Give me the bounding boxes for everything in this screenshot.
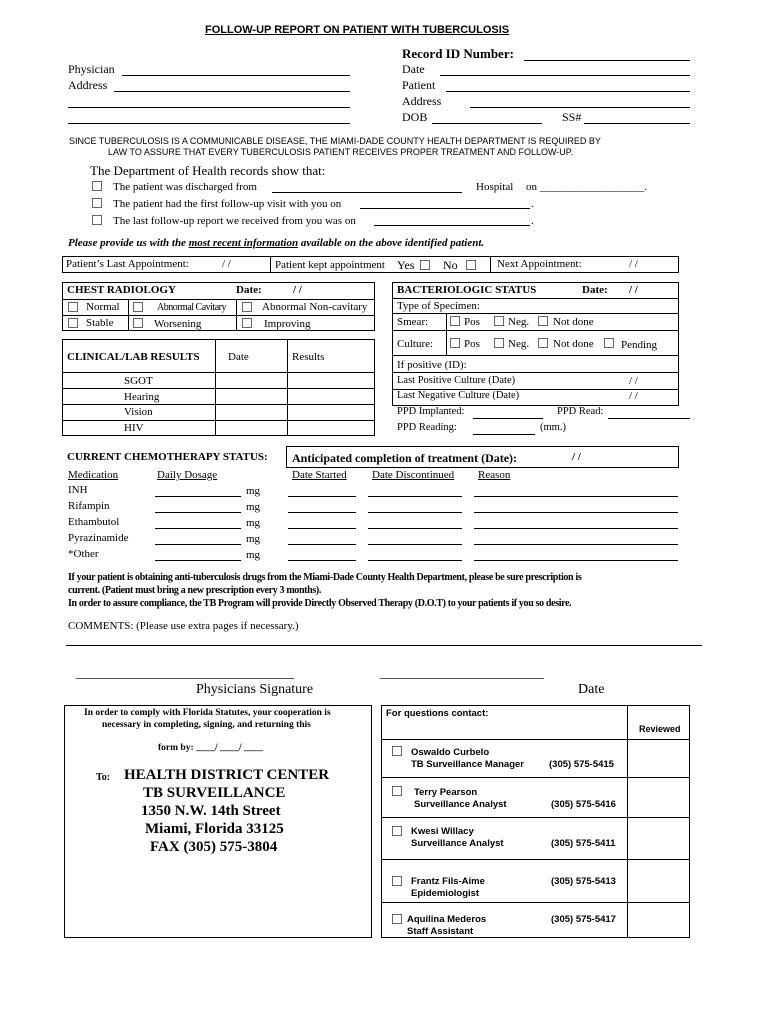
mg-unit: mg [246, 549, 261, 561]
clinical-row-hearing: Hearing [124, 391, 160, 403]
dob-label: DOB [402, 110, 428, 124]
smear-label: Smear: [397, 316, 429, 328]
improving-label: Improving [264, 318, 311, 330]
ss-field[interactable] [584, 123, 690, 124]
ppd-implanted-label: PPD Implanted: [397, 406, 465, 417]
last-report-period: . [531, 215, 534, 227]
first-visit-checkbox[interactable] [92, 198, 102, 208]
ppd-implanted-field[interactable] [473, 418, 543, 419]
bact-date-label: Date: [582, 284, 608, 296]
yes-checkbox[interactable] [420, 260, 430, 270]
ppd-reading-label: PPD Reading: [397, 422, 457, 433]
form-by[interactable]: form by: ____/ ____/ ____ [158, 743, 264, 753]
contact-name: Aquilina Mederos [407, 914, 487, 925]
col-dosage: Daily Dosage [157, 469, 218, 481]
col-reason: Reason [478, 469, 511, 481]
first-visit-label: The patient had the first follow-up visit with you on [113, 198, 342, 210]
next-appointment-date[interactable]: / / [629, 258, 638, 270]
last-appointment-label: Patient’s Last Appointment: [66, 258, 189, 270]
yes-label: Yes [397, 258, 415, 272]
ppd-reading-field[interactable] [473, 434, 535, 435]
culture-notdone-label: Not done [553, 338, 594, 350]
reviewed-label: Reviewed [639, 724, 681, 734]
bacteriologic-title: BACTERIOLOGIC STATUS [397, 284, 537, 296]
contact-name: Frantz Fils-Aime [411, 876, 485, 887]
ppd-mm-label: (mm.) [540, 422, 566, 433]
no-label: No [443, 258, 458, 272]
reason-field[interactable] [474, 528, 678, 529]
addr-line4: Miami, Florida 33125 [145, 821, 284, 837]
discharged-hospital-field[interactable] [272, 192, 462, 193]
contacts-heading: For questions contact: [386, 708, 489, 719]
discontinued-field[interactable] [368, 560, 462, 561]
contact-title: Surveillance Analyst [414, 799, 507, 810]
contact-title: Epidemiologist [411, 888, 480, 899]
signature-date-label: Date [578, 682, 605, 697]
smear-notdone-label: Not done [553, 316, 594, 328]
contact-title: Surveillance Analyst [411, 838, 504, 849]
dosage-field[interactable] [155, 528, 241, 529]
smear-pos-checkbox[interactable] [450, 316, 460, 326]
stable-label: Stable [86, 317, 114, 329]
dosage-field[interactable] [155, 512, 241, 513]
record-id-field[interactable] [524, 60, 690, 61]
med-inh: INH [68, 484, 88, 496]
physician-field[interactable] [122, 75, 350, 76]
contact-name: Oswaldo Curbelo [411, 747, 490, 758]
next-appointment-label: Next Appointment: [497, 258, 582, 270]
comments-label: COMMENTS: (Please use extra pages if necessary.) [68, 620, 299, 632]
contact-phone: (305) 575-5416 [551, 799, 616, 810]
col-discontinued: Date Discontinued [372, 469, 455, 481]
culture-pending-checkbox[interactable] [604, 338, 614, 348]
signature-date-field[interactable] [380, 678, 544, 679]
normal-label: Normal [86, 301, 120, 313]
col-started: Date Started [292, 469, 347, 481]
addr-line3: 1350 N.W. 14th Street [141, 803, 281, 819]
warning-line1: If your patient is obtaining anti-tuberculosis drugs from the Miami-Dade County Health Department, please be sure prescription is [68, 572, 582, 583]
hospital-label: Hospital [476, 181, 514, 193]
clinical-title: CLINICAL/LAB RESULTS [67, 351, 200, 363]
med-pyrazinamide: Pyrazinamide [68, 532, 129, 544]
instruction-emph: most recent information [188, 237, 299, 249]
discharge-date-field[interactable]: on ___________________. [526, 181, 647, 193]
started-field[interactable] [288, 512, 356, 513]
discharged-label: The patient was discharged from [113, 181, 257, 193]
discontinued-field[interactable] [368, 496, 462, 497]
instruction [68, 237, 484, 249]
dosage-field[interactable] [155, 560, 241, 561]
culture-pos-label: Pos [464, 338, 480, 350]
anticipated-label: Anticipated completion of treatment (Date): [292, 451, 518, 465]
addr-line5: FAX (305) 575-3804 [150, 839, 278, 855]
records-heading: The Department of Health records show that: [90, 163, 326, 178]
no-checkbox[interactable] [466, 260, 476, 270]
record-id-label: Record ID Number: [402, 46, 514, 61]
physician-address-line3[interactable] [68, 123, 350, 124]
col-medication: Medication [68, 469, 119, 481]
notice-line2: LAW TO ASSURE THAT EVERY TUBERCULOSIS PATIENT RECEIVES PROPER TREATMENT AND FOLLOW-UP. [108, 147, 574, 157]
instruction-post: available on the above identified patient. [298, 237, 485, 249]
ss-label: SS# [562, 110, 582, 124]
compliance-line2: necessary in completing, signing, and returning this [102, 720, 311, 730]
chest-date-value[interactable]: / / [293, 284, 302, 296]
warning-line3: In order to assure compliance, the TB Program will provide Directly Observed Therapy (D.O.T) to your patients if you so desire. [68, 598, 572, 609]
patient-address-label: Address [402, 94, 442, 108]
chest-date-label: Date: [236, 284, 262, 296]
patient-address-field[interactable] [470, 107, 690, 108]
addr-line2: TB SURVEILLANCE [143, 785, 286, 801]
reason-field[interactable] [474, 512, 678, 513]
patient-label: Patient [402, 78, 436, 92]
compliance-line1: In order to comply with Florida Statutes, your cooperation is [84, 708, 331, 718]
contact-checkbox[interactable] [392, 746, 402, 756]
clinical-results-col: Results [292, 351, 325, 363]
contact-name: Kwesi Willacy [411, 826, 474, 837]
bact-date-value[interactable]: / / [629, 284, 638, 296]
med-ethambutol: Ethambutol [68, 516, 120, 528]
discontinued-field[interactable] [368, 528, 462, 529]
smear-neg-checkbox[interactable] [494, 316, 504, 326]
signature-field[interactable] [76, 678, 294, 679]
signature-label: Physicians Signature [196, 682, 314, 697]
reason-field[interactable] [474, 560, 678, 561]
form-title: FOLLOW-UP REPORT ON PATIENT WITH TUBERCULOSIS [205, 24, 510, 36]
instruction-pre: Please provide us with the [68, 237, 189, 249]
last-report-label: The last follow-up report we received from you was on [113, 215, 356, 227]
culture-label: Culture: [397, 338, 434, 350]
ppd-read-field[interactable] [608, 418, 690, 419]
clinical-row-sgot: SGOT [124, 375, 153, 387]
stable-checkbox[interactable] [68, 318, 78, 328]
abnormal-cavitary-checkbox[interactable] [133, 302, 143, 312]
worsening-label: Worsening [154, 318, 202, 330]
specimen-label: Type of Specimen: [397, 300, 480, 312]
comments-field[interactable] [66, 645, 702, 646]
physician-address-label: Address [68, 78, 108, 92]
last-negative-date[interactable]: / / [629, 390, 638, 402]
contact-name: Terry Pearson [414, 787, 478, 798]
culture-notdone-checkbox[interactable] [538, 338, 548, 348]
contact-phone: (305) 575-5413 [551, 876, 616, 887]
smear-notdone-checkbox[interactable] [538, 316, 548, 326]
last-negative-label: Last Negative Culture (Date) [397, 390, 520, 401]
date-label: Date [402, 62, 425, 76]
contact-checkbox[interactable] [392, 826, 402, 836]
abnormal-noncavitary-label: Abnormal Non-cavitary [262, 301, 368, 313]
normal-checkbox[interactable] [68, 302, 78, 312]
contact-phone: (305) 575-5417 [551, 914, 616, 925]
mg-unit: mg [246, 485, 261, 497]
dosage-field[interactable] [155, 544, 241, 545]
chest-radiology-title: CHEST RADIOLOGY [67, 284, 176, 296]
clinical-row-hiv: HIV [124, 422, 144, 434]
med-other: *Other [68, 548, 99, 560]
contact-phone: (305) 575-5415 [549, 759, 614, 770]
clinical-row-vision: Vision [124, 406, 153, 418]
last-positive-date[interactable]: / / [629, 375, 638, 387]
contact-checkbox[interactable] [392, 786, 402, 796]
contact-phone: (305) 575-5411 [551, 838, 616, 849]
anticipated-date[interactable]: / / [572, 451, 581, 463]
discharged-checkbox[interactable] [92, 181, 102, 191]
kept-appointment-label: Patient kept appointment [275, 259, 385, 271]
dob-field[interactable] [432, 123, 542, 124]
dosage-field[interactable] [155, 496, 241, 497]
abnormal-noncavitary-checkbox[interactable] [242, 302, 252, 312]
last-positive-label: Last Positive Culture (Date) [397, 375, 516, 386]
med-rifampin: Rifampin [68, 500, 110, 512]
discontinued-field[interactable] [368, 544, 462, 545]
clinical-date-col: Date [228, 351, 249, 363]
culture-neg-checkbox[interactable] [494, 338, 504, 348]
smear-pos-label: Pos [464, 316, 480, 328]
physician-address-field[interactable] [114, 91, 350, 92]
warning-line2: current. (Patient must bring a new prescription every 3 months). [68, 585, 322, 596]
contact-checkbox[interactable] [392, 914, 402, 924]
mg-unit: mg [246, 533, 261, 545]
reason-field[interactable] [474, 496, 678, 497]
first-visit-field[interactable] [360, 208, 530, 209]
reason-field[interactable] [474, 544, 678, 545]
culture-pos-checkbox[interactable] [450, 338, 460, 348]
last-appointment-date[interactable]: / / [222, 258, 231, 270]
abnormal-cavitary-label: Abnormal Cavitary [157, 302, 226, 313]
mg-unit: mg [246, 517, 261, 529]
last-report-checkbox[interactable] [92, 215, 102, 225]
notice-line1: SINCE TUBERCULOSIS IS A COMMUNICABLE DISEASE, THE MIAMI-DADE COUNTY HEALTH DEPARTMENT IS REQUIRED BY [69, 136, 601, 146]
started-field[interactable] [288, 560, 356, 561]
culture-neg-label: Neg. [508, 338, 530, 350]
discontinued-field[interactable] [368, 512, 462, 513]
started-field[interactable] [288, 528, 356, 529]
contact-title: TB Surveillance Manager [411, 759, 524, 770]
started-field[interactable] [288, 544, 356, 545]
improving-checkbox[interactable] [242, 318, 252, 328]
chemo-title: CURRENT CHEMOTHERAPY STATUS: [67, 451, 268, 463]
patient-field[interactable] [446, 91, 690, 92]
contact-title: Staff Assistant [407, 926, 474, 937]
if-positive-label: If positive (ID): [397, 359, 467, 371]
date-field[interactable] [440, 75, 690, 76]
last-report-field[interactable] [374, 225, 530, 226]
to-label: To: [96, 772, 111, 783]
physician-address-line2[interactable] [68, 107, 350, 108]
mg-unit: mg [246, 501, 261, 513]
worsening-checkbox[interactable] [133, 318, 143, 328]
first-visit-period: . [531, 198, 534, 210]
contact-checkbox[interactable] [392, 876, 402, 886]
started-field[interactable] [288, 496, 356, 497]
culture-pending-label: Pending [621, 339, 658, 351]
addr-line1: HEALTH DISTRICT CENTER [124, 767, 330, 783]
ppd-read-label: PPD Read: [557, 406, 604, 417]
smear-neg-label: Neg. [508, 316, 530, 328]
physician-label: Physician [68, 62, 115, 76]
